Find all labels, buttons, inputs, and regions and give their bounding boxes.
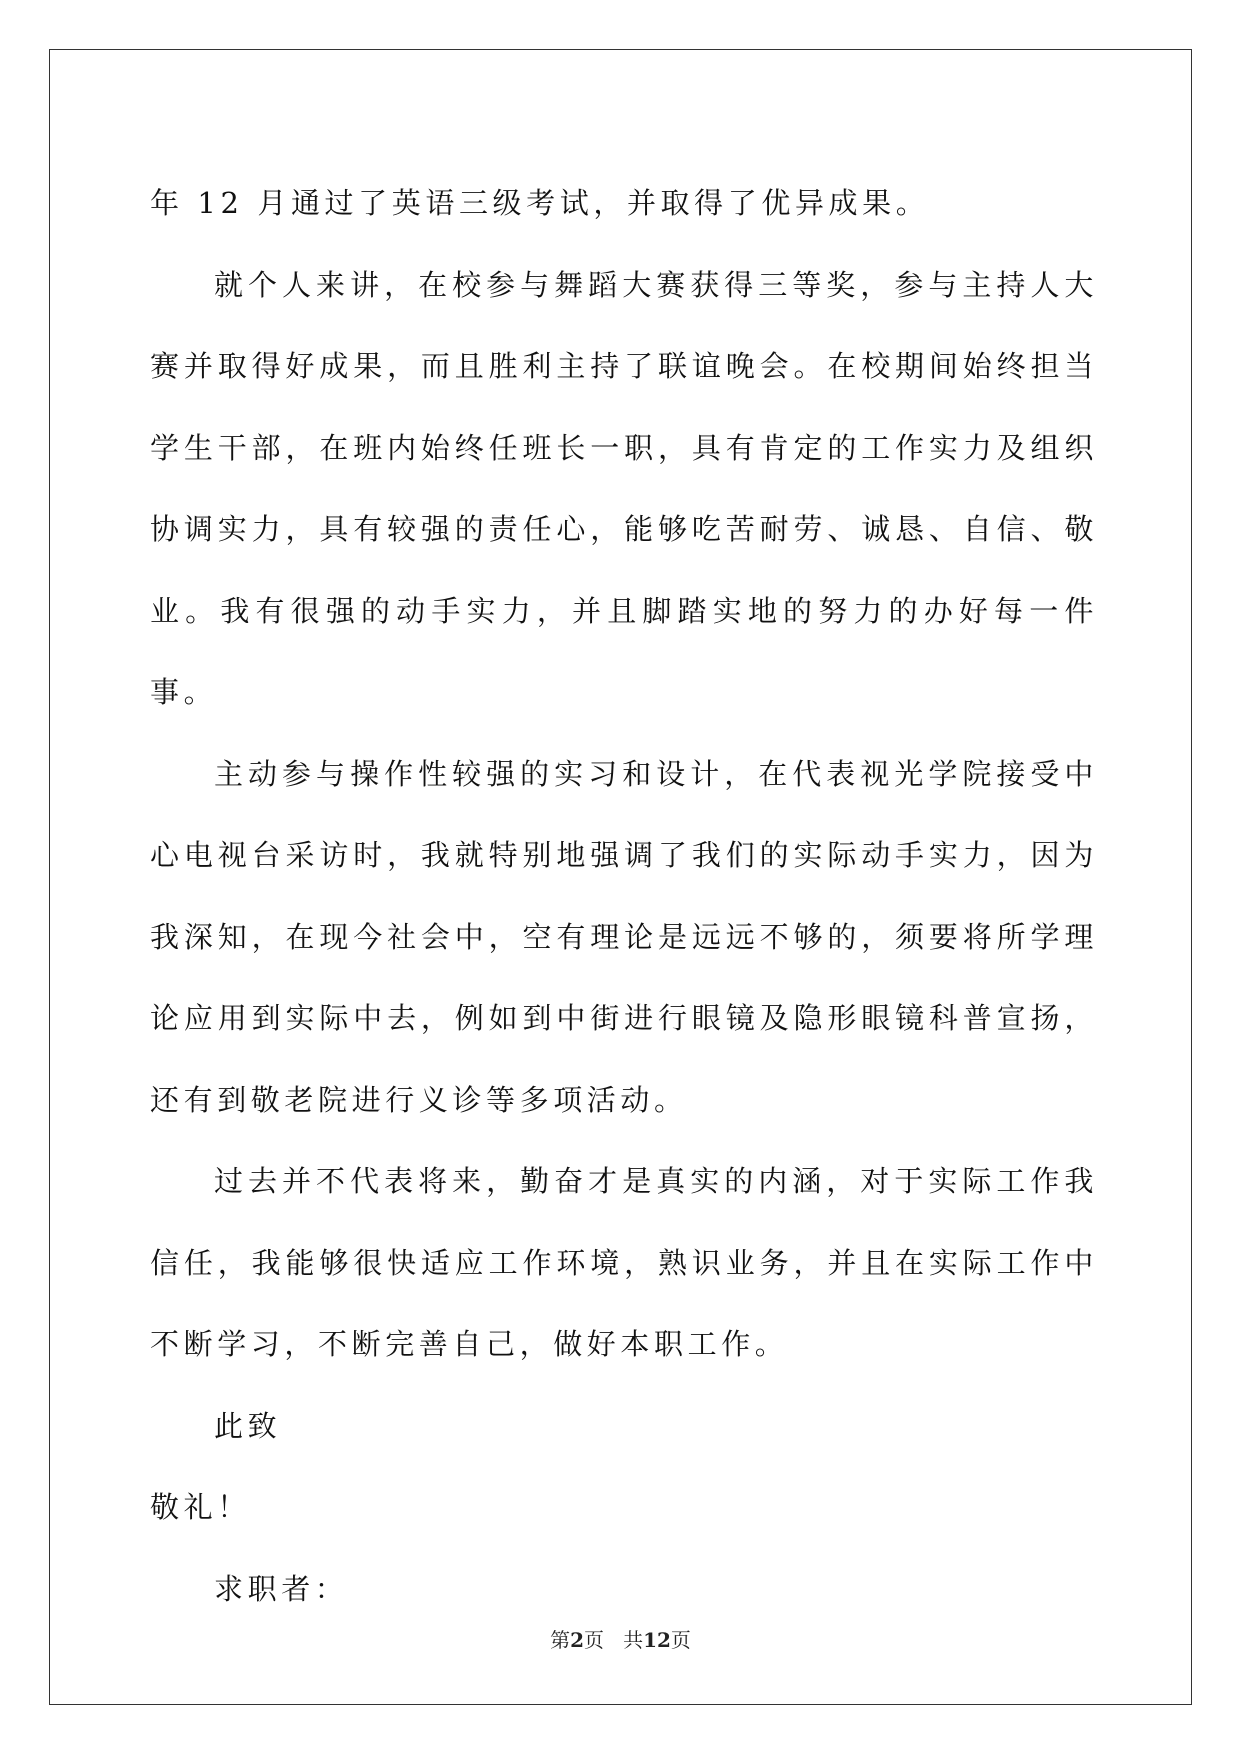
paragraph-3: 主动参与操作性较强的实习和设计，在代表视光学院接受中心电视台采访时，我就特别地强调了我们的实际动手实力，因为我深知，在现今社会中，空有理论是远远不够的，须要将所学理论应用到实际中去，例如到中街进行眼镜及隐形眼镜科普宣扬，还有到敬老院进行义诊等多项活动。 xyxy=(150,756,1098,1117)
paragraph-1: 年 12 月通过了英语三级考试，并取得了优异成果。 xyxy=(150,186,930,220)
page-number-footer xyxy=(0,1628,1241,1652)
paragraph-4: 过去并不代表将来，勤奋才是真实的内涵，对于实际工作我信任，我能够很快适应工作环境，熟识业务，并且在实际工作中不断学习，不断完善自己，做好本职工作。 xyxy=(150,1164,1098,1361)
document-body xyxy=(150,163,1098,1630)
footer-total-prefix: 共 xyxy=(623,1628,644,1652)
footer-current-page: 2 xyxy=(570,1628,584,1652)
footer-total-pages: 12 xyxy=(643,1628,671,1652)
closing-regards: 敬礼！ xyxy=(150,1490,251,1524)
footer-prefix: 第 xyxy=(550,1628,571,1652)
footer-page-suffix: 页 xyxy=(584,1628,604,1652)
paragraph-2: 就个人来讲，在校参与舞蹈大赛获得三等奖，参与主持人大赛并取得好成果，而且胜利主持了联谊晚会。在校期间始终担当学生干部，在班内始终任班长一职，具有肯定的工作实力及组织协调实力，具有较强的责任心，能够吃苦耐劳、诚恳、自信、敬业。我有很强的动手实力，并且脚踏实地的努力的办好每一件事。 xyxy=(150,267,1098,709)
closing-salutation: 此致 xyxy=(214,1408,282,1443)
signature-line: 求职者： xyxy=(214,1571,349,1606)
footer-total-suffix: 页 xyxy=(670,1628,691,1652)
